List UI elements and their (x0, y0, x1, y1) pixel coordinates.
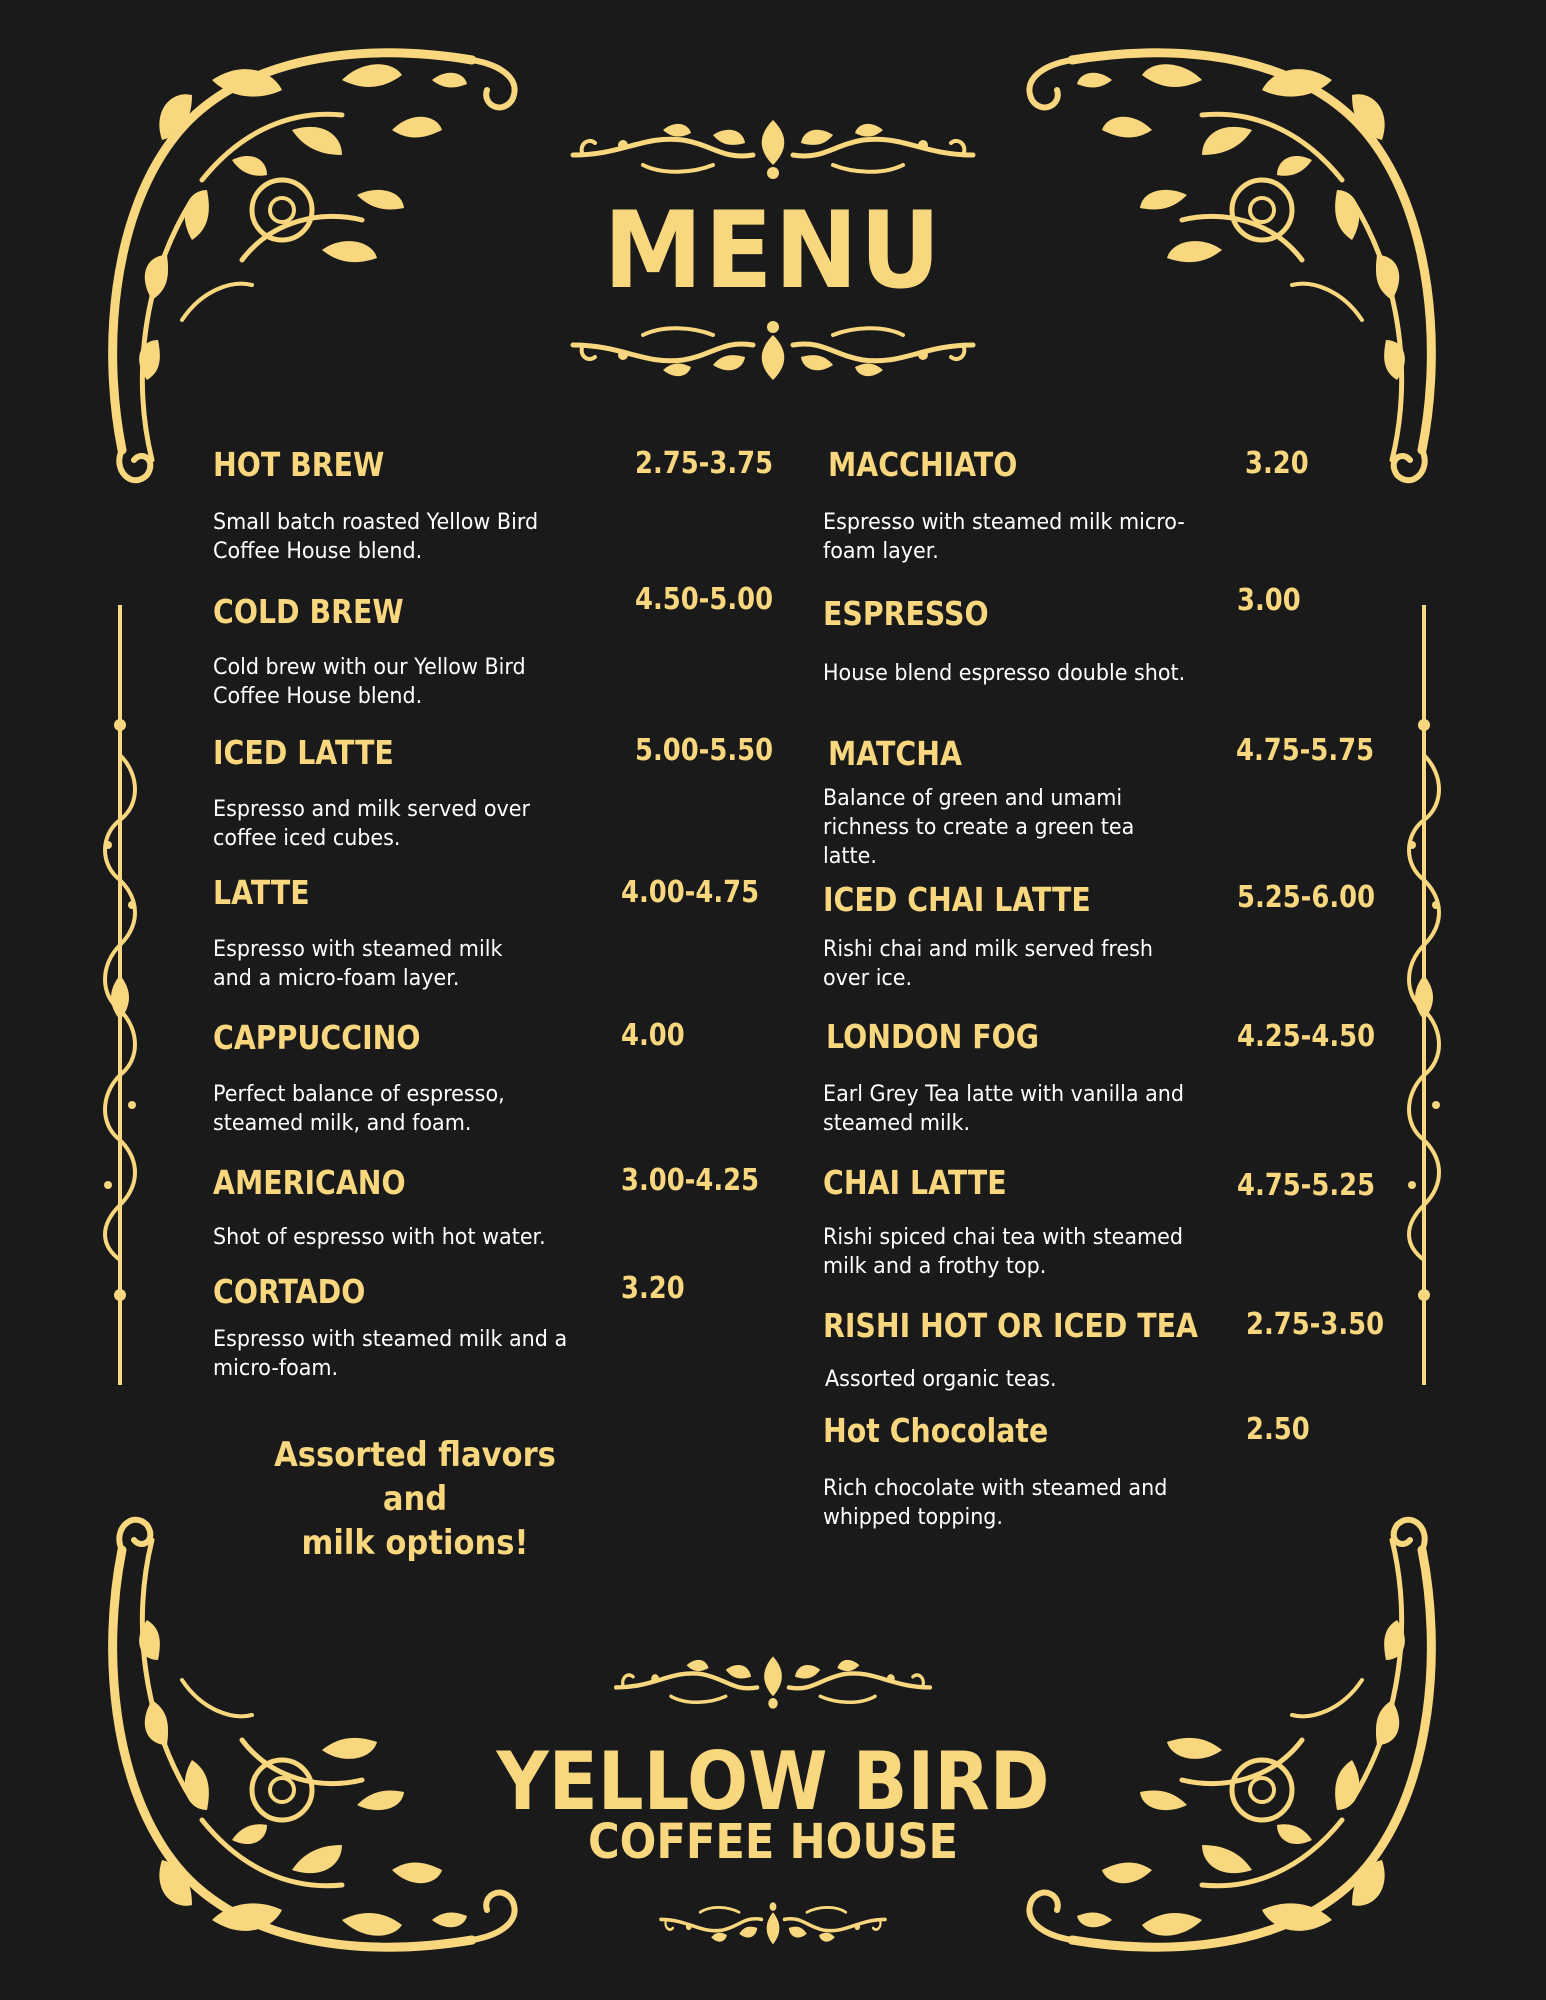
item-name: ESPRESSO (823, 594, 989, 633)
note-line: Assorted flavors (274, 1435, 556, 1475)
item-description: Assorted organic teas. (825, 1367, 1057, 1392)
item-name: ICED CHAI LATTE (823, 880, 1091, 919)
item-price: 5.25-6.00 (1237, 880, 1376, 915)
scroll-divider-icon (655, 1898, 891, 1948)
scroll-divider-icon (608, 1652, 938, 1714)
item-price: 5.00-5.50 (635, 733, 774, 768)
menu-title: MENU (603, 189, 943, 312)
scroll-divider-icon (563, 315, 983, 385)
item-price: 4.00 (621, 1018, 685, 1053)
item-price: 4.00-4.75 (621, 875, 760, 910)
scroll-divider-icon (563, 115, 983, 185)
item-price: 2.75-3.50 (1246, 1307, 1385, 1342)
item-name: CAPPUCCINO (213, 1018, 421, 1057)
item-description: Espresso and milk served over coffee iced cubes. (213, 797, 530, 851)
item-price: 4.50-5.00 (635, 582, 774, 617)
item-price: 2.75-3.75 (635, 446, 774, 481)
item-name: AMERICANO (213, 1163, 406, 1202)
item-name: CHAI LATTE (823, 1163, 1007, 1202)
item-description: Rich chocolate with steamed and whipped topping. (823, 1476, 1168, 1530)
note-line: milk options! (301, 1523, 529, 1563)
item-price: 3.20 (621, 1271, 685, 1306)
item-description: Balance of green and umami richness to create a green tea latte. (823, 786, 1135, 869)
item-name: LONDON FOG (826, 1017, 1040, 1056)
item-description: Earl Grey Tea latte with vanilla and steamed milk. (823, 1082, 1185, 1136)
item-name: LATTE (213, 873, 310, 912)
item-name: COLD BREW (213, 592, 404, 631)
item-price: 3.00 (1237, 583, 1301, 618)
item-price: 2.50 (1246, 1412, 1310, 1447)
vertical-vine-icon (100, 605, 140, 1385)
brand-subtitle: COFFEE HOUSE (587, 1814, 959, 1870)
item-description: Espresso with steamed milk micro- foam layer. (823, 510, 1185, 564)
item-price: 4.75-5.75 (1236, 733, 1375, 768)
milk-options-note (249, 1433, 582, 1565)
item-price: 4.75-5.25 (1237, 1168, 1376, 1203)
item-price: 4.25-4.50 (1237, 1019, 1376, 1054)
item-name: MATCHA (828, 734, 962, 773)
item-name: HOT BREW (213, 445, 385, 484)
item-description: Shot of espresso with hot water. (213, 1225, 546, 1250)
item-name: CORTADO (213, 1272, 366, 1311)
item-name: ICED LATTE (213, 733, 394, 772)
item-price: 3.00-4.25 (621, 1163, 760, 1198)
item-description: Perfect balance of espresso, steamed milk, and foam. (213, 1082, 505, 1136)
item-description: House blend espresso double shot. (823, 661, 1186, 686)
item-description: Rishi chai and milk served fresh over ice. (823, 937, 1154, 991)
item-price: 3.20 (1245, 446, 1309, 481)
item-description: Small batch roasted Yellow Bird Coffee House blend. (213, 510, 539, 564)
note-line: and (382, 1479, 448, 1519)
brand-name: YELLOW BIRD (496, 1735, 1050, 1828)
item-description: Rishi spiced chai tea with steamed milk and a frothy top. (823, 1225, 1184, 1279)
item-name: Hot Chocolate (823, 1411, 1049, 1450)
vertical-vine-icon (1404, 605, 1444, 1385)
item-name: MACCHIATO (828, 445, 1018, 484)
item-description: Espresso with steamed milk and a micro-foam layer. (213, 937, 503, 991)
item-description: Espresso with steamed milk and a micro-foam. (213, 1327, 568, 1381)
item-description: Cold brew with our Yellow Bird Coffee House blend. (213, 655, 526, 709)
item-name: RISHI HOT OR ICED TEA (823, 1306, 1198, 1345)
